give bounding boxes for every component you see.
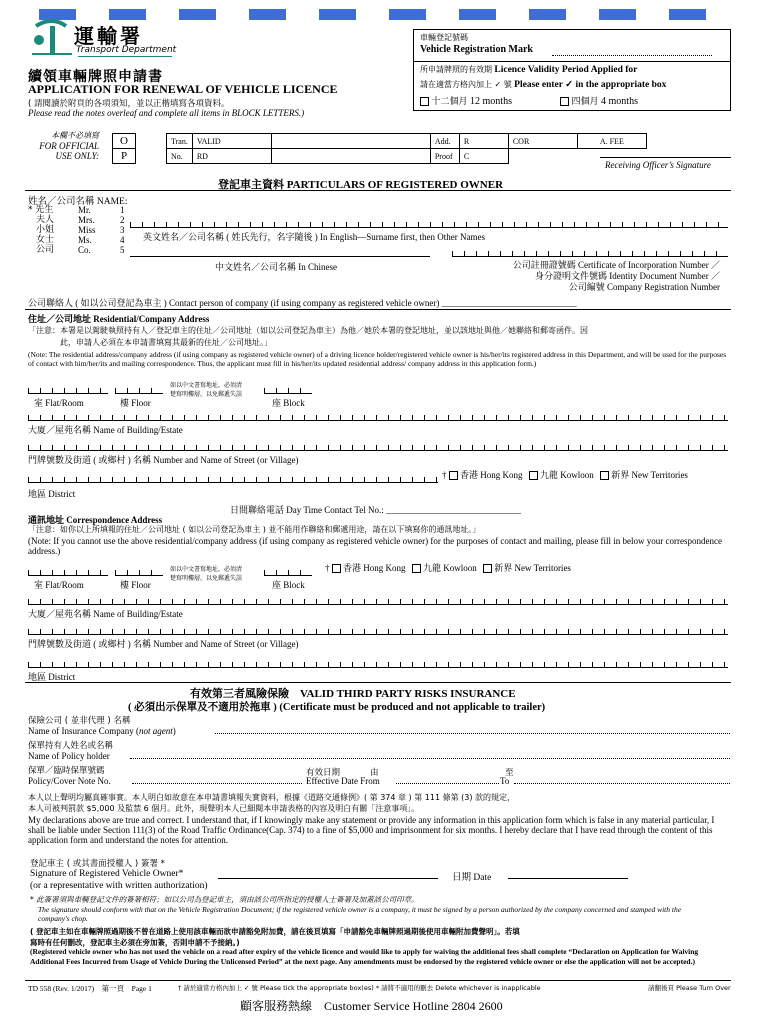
insurance-company-input[interactable] [215,733,730,734]
receiving-officer-signature: Receiving Officer’s Signature [605,160,711,170]
chinese-name-caption: 中文姓名／公司名稱 In Chinese [215,262,337,272]
form-note-en: Please read the notes overleaf and complete all items in BLOCK LETTERS.) [28,108,305,118]
residential-address-heading: 住址／公司地址 Residential/Company Address [28,314,210,324]
vrm-input[interactable] [552,55,712,56]
official-use-table: O Tran. VALID Add. R COR A. FEE P No. RD Proof C [112,133,647,164]
waive-note-en: (Registered vehicle owner who has not used the vehicle on a road after expiry of the vehicle licence and would like to apply for waiving the additional fees shall complete “Declaration on Application for Waiving Additional Fees Incurred from Usage of Vehicle During the Unlicensed Period” at the next page. Any amendments must be endorsed by the registered vehicle owner or else the application will not be accepted.) [30,947,699,966]
company-registration-label: 公司編號 Company Registration Number [568,282,720,292]
title-option[interactable]: 女士 Ms. 4 [36,235,125,245]
corr-note-en: (Note: If you cannot use the above residential/company address (if using company as registered vehicle owner) for the purposes of contact and mailing, please fill in below your correspondence address.) [28,536,723,556]
corr-floor-input[interactable] [115,563,163,576]
effective-from-input[interactable] [396,783,499,784]
title-option[interactable]: 公司 Co. 5 [36,245,125,255]
option-4-months[interactable]: 四個月 4 months [560,94,638,107]
corr-district-input[interactable] [28,655,728,668]
english-name-input[interactable] [130,215,728,228]
vrm-label-cn: 車輛登記號碼 [420,33,468,42]
insurance-subheading: ( 必須出示保單及不適用於拖車 ) (Certificate must be produced and not applicable to trailer) [128,702,546,713]
title-options[interactable] [28,205,128,255]
page-tab-marker [599,9,636,20]
building-label: 大廈／屋苑名稱 Name of Building/Estate [28,425,183,435]
policy-holder-label: Name of Policy holder [28,751,110,761]
signature-or-label: (or a representative with written authorization) [30,881,208,891]
logo-english: Transport Department [76,45,177,55]
owner-heading: 登記車主資料 PARTICULARS OF REGISTERED OWNER [218,179,504,191]
corr-checkbox-kowloon[interactable] [412,564,421,573]
identity-document-label: 身分證明文件號碼 Identity Document Number ／ [535,271,720,281]
district-input[interactable] [28,470,438,483]
floor-input[interactable] [115,381,163,394]
to-label: To [500,776,510,786]
date-label: 日期 Date [452,873,492,883]
checkbox-hong-kong[interactable] [449,471,458,480]
corr-note-cn: 「注意：如你以上所填報的住址／公司地址 ( 如以公司登記為車主 ) 並不能用作聯絡和郵遞用途，請在以下填寫你的通訊地址。」 [28,525,481,534]
building-input[interactable] [28,408,728,421]
page-tab-marker [669,9,706,20]
transport-department-logo [30,18,180,58]
corr-flat-label: 室 Flat/Room [34,580,84,590]
effective-date-label: Effective Date From [306,776,380,786]
signature-input[interactable] [218,878,438,879]
english-name-caption: 英文姓名／公司名稱 ( 姓氏先行，名字隨後 ) In English—Surname first, then Other Names [143,232,485,242]
corr-checkbox-new-territories[interactable] [483,564,492,573]
waive-note-cn-2: 寫時有任何刪改，登記車主必須在旁加簽，否則申請不予接納。) [30,938,240,947]
cert-incorporation-label: 公司註冊證號碼 Certificate of Incorporation Number ／ [512,260,720,270]
corr-street-label: 門牌號數及街道 ( 或鄉村 ) 名稱 Number and Name of Street (or Village) [28,639,299,649]
floor-label: 樓 Floor [120,398,151,408]
street-input[interactable] [28,438,728,451]
title-option[interactable]: * 先生 Mr. 1 [28,205,125,215]
corr-street-input[interactable] [28,622,728,635]
insurance-heading: 有效第三者風險保險 VALID THIRD PARTY RISKS INSURANCE [190,688,516,700]
declaration-cn-1: 本人以上聲明均屬真確事實。本人明白如故意在本申請書填報失實資料，根據《道路交通條例》( 第 374 章 ) 第 111 條第 (3) 款的規定， [28,793,515,802]
validity-label-en: Licence Validity Period Applied for [494,65,638,75]
chinese-name-input[interactable] [130,256,430,257]
page-tab-marker [529,9,566,20]
corr-floor-label: 樓 Floor [120,580,151,590]
policy-number-input[interactable] [132,783,302,784]
signature-note-cn: * 此簽署須與車輛登記文件的簽署相符；如以公司為登記車主，須由該公司所指定的授權人士簽署及加蓋該公司印章。 [30,895,419,904]
block-input[interactable] [264,381,312,394]
insurance-company-label: Name of Insurance Company (not agent) [28,726,176,736]
corr-block-label: 座 Block [272,580,305,590]
district-label: 地區 District [28,489,76,499]
policy-number-label: Policy/Cover Note No. [28,776,111,786]
checkbox-kowloon[interactable] [529,471,538,480]
form-title-en: APPLICATION FOR RENEWAL OF VEHICLE LICENCE [28,82,338,96]
validity-label-cn: 所申請牌照的有效期 [420,65,492,74]
page-tab-marker [179,9,216,20]
corr-checkbox-hong-kong[interactable] [332,564,341,573]
validity-instr-cn: 請在適當方格內加上 ✓ 號 [420,80,512,89]
form-title-cn: 續領車輛牌照申請書 [28,69,163,85]
policy-holder-input[interactable] [130,758,730,759]
declaration-en: My declarations above are true and correct. I understand that, if I knowingly make any statement or provide any information in this application form which is false in any material particular, I shall be liable under Section 111(3) of the Road Traffic Ordinance(Cap. 374) to a fine of $5,000 and imprisonment for six months. I hereby declare that I have read through the content of this application form and understand the notes for attention. [28,815,715,845]
id-number-input[interactable] [452,244,728,257]
signature-label-en: Signature of Registered Vehicle Owner* [30,869,184,879]
checkbox-new-territories[interactable] [600,471,609,480]
page-tab-marker [389,9,426,20]
address-note-en: (Note: The residential address/company address (if using company as registered vehicle owner) of a driving licence holder/registered vehicle owner is his/her/its registered address in this Department, and will be used for the purposes of contact with him/her/its and mailing correspondence. Thus, the applicant must fill in his/her/its updated residential address/ company address in this application form.) [28,350,727,368]
page-tab-marker [249,9,286,20]
logo-chinese: 運輸署 [74,24,143,48]
td-emblem-icon [30,18,74,58]
form-number: TD 558 (Rev. 1/2017) 第一頁 Page 1 [28,984,152,993]
form-note-cn: ( 請閱讀於附頁的各項須知，並以正楷填寫各項資料。 [28,99,230,109]
corr-building-input[interactable] [28,592,728,605]
flat-input[interactable] [28,381,108,394]
signature-label-cn: 登記車主 ( 或其書面授權人 ) 簽署 * [30,859,165,869]
tick-note: † 請於適當方格內加上 ✓ 號 Please tick the appropriate box(es) * 請將不適用的刪去 Delete whichever is inapplicable [178,984,541,992]
date-input[interactable] [508,878,628,879]
contact-person-field[interactable]: 公司聯絡人 ( 如以公司登記為車主 ) Contact person of company (if using company as registered vehicle owner) ______________________________ [28,298,577,308]
validity-instr-en: Please enter ✓ in the appropriate box [514,80,667,90]
address-note-cn-2: 此，申請人必須在本申請書填寫其最新的住址／公司地址。」 [60,338,272,347]
effective-to-input[interactable] [514,783,730,784]
correspondence-heading: 通訊地址 Correspondence Address [28,515,163,525]
daytime-tel-field[interactable]: 日間聯絡電話 Day Time Contact Tel No.: ______________________________ [230,505,521,515]
vrm-label-en: Vehicle Registration Mark [420,44,533,55]
option-12-months[interactable]: 十二個月 12 months [420,94,512,107]
turn-over: 請翻後頁 Please Turn Over [648,984,731,992]
waive-note-cn-1: ( 登記車主如在車輛牌照過期後不曾在道路上使用該車輛而欲申請豁免附加費，請在後頁填寫「申請豁免車輛牌照過期後使用車輛附加費聲明」。若填 [30,927,520,936]
name-label: 姓名／公司名稱 NAME: [28,197,128,207]
corr-building-label: 大廈／屋苑名稱 Name of Building/Estate [28,609,183,619]
declaration-cn-2: 本人可被判罰款 $5,000 及監禁 6 個月。此外，現聲明本人已細閱本申請表格的內容及明白有關「注意事項」。 [28,804,420,813]
title-option[interactable]: 夫人 Mrs. 2 [36,215,125,225]
block-label: 座 Block [272,398,305,408]
official-use-label: 本欄不必填寫 FOR OFFICIAL USE ONLY: [39,131,99,161]
corr-flat-input[interactable] [28,563,108,576]
signature-note-en: The signature should conform with that on the Vehicle Registration Document; if the registered vehicle owner is a company, it must be signed by a person authorized by the company concerned and stamped with the company's chop. [38,905,682,923]
page-tab-marker [459,9,496,20]
address-note-cn-1: 「注意：本署是以駕駛執照持有人／登記車主的住址／公司地址（如以公司登記為車主）為他／她於本署的登記地址，並以該地址與他／她聯絡和郵寄函件。因 [28,326,588,335]
corr-district-label: 地區 District [28,672,76,682]
page-tab-marker [319,9,356,20]
title-option[interactable]: 小姐 Miss 3 [36,225,125,235]
hotline: 顧客服務熱線 Customer Service Hotline 2804 2600 [240,999,503,1013]
checkbox-4-months[interactable] [560,97,569,106]
checkbox-12-months[interactable] [420,97,429,106]
flat-label: 室 Flat/Room [34,398,84,408]
corr-block-input[interactable] [264,563,312,576]
street-label: 門牌號數及街道 ( 或鄉村 ) 名稱 Number and Name of Street (or Village) [28,455,299,465]
